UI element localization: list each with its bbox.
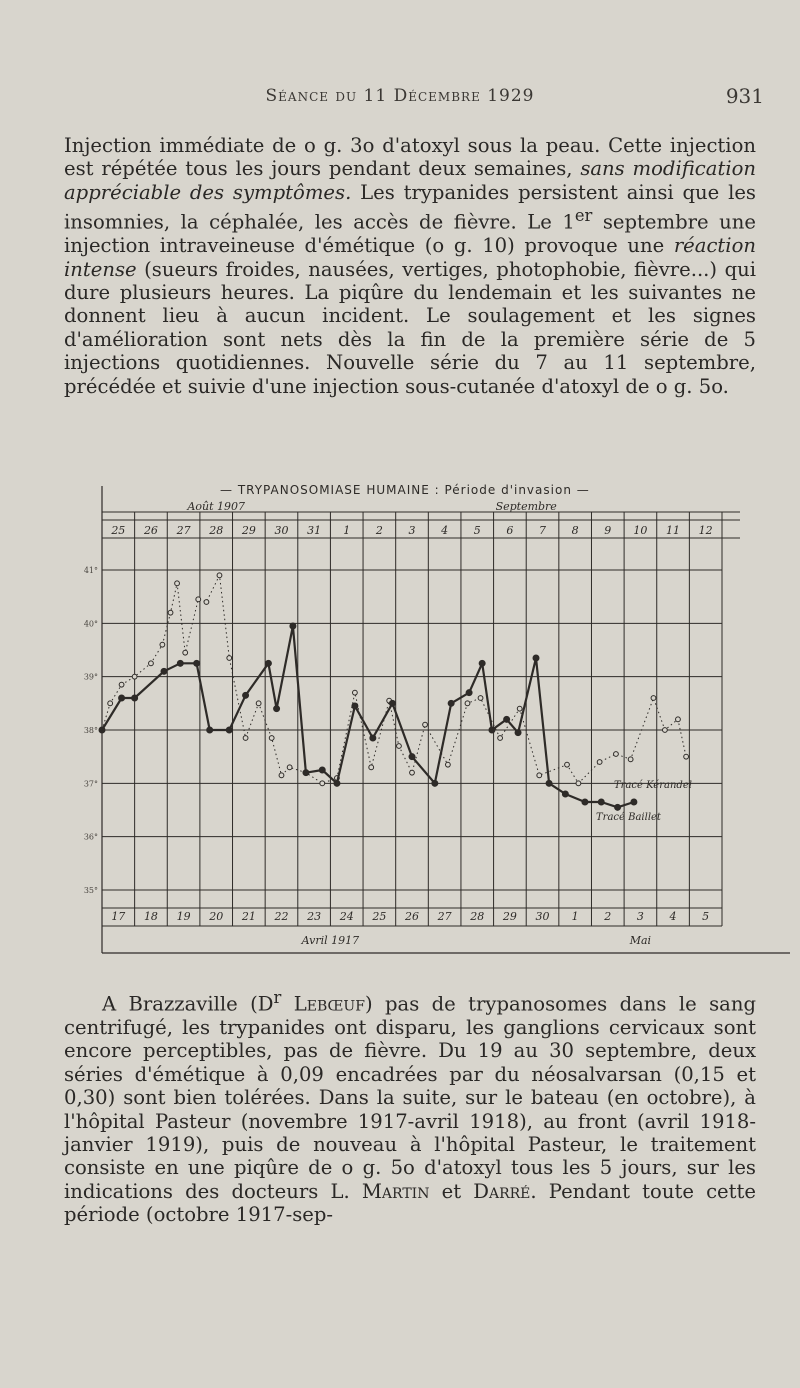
data-point-baillet xyxy=(562,791,568,797)
text-run-italic: sans modification appréciable des symptômes. xyxy=(64,157,756,204)
data-point-kerandel xyxy=(576,781,581,786)
data-point-baillet xyxy=(448,700,454,706)
top-day-label: 8 xyxy=(571,524,579,537)
data-point-baillet xyxy=(265,660,271,666)
data-point-baillet xyxy=(334,780,340,786)
data-point-baillet xyxy=(119,695,125,701)
running-title: Séance du 11 Décembre 1929 xyxy=(265,86,535,106)
bottom-day-label: 3 xyxy=(636,910,644,923)
top-day-label: 2 xyxy=(375,524,383,537)
bottom-day-label: 4 xyxy=(669,910,677,923)
y-tick-label: 38° xyxy=(83,726,98,735)
data-point-kerandel xyxy=(175,581,180,586)
y-tick-label: 39° xyxy=(83,672,98,682)
text-run: (sueurs froides, nausées, vertiges, photophobie, fièvre...) qui dure plusieurs heures. La piqûre du lendemain et les suivantes ne donnent lieu à aucun incident. Le soulagement et les signes d'amélioration sont nets dès la fin de la première série de 5 injections quotidiennes. Nouvelle série du 7 au 11 septembre, précédée et suivie d'une injection sous-cutanée d'atoxyl de o g. 5o. xyxy=(64,257,756,398)
top-day-label: 6 xyxy=(506,524,514,537)
data-point-kerandel xyxy=(565,762,570,767)
data-point-kerandel xyxy=(684,754,689,759)
text-run: Les trypanides persistent ainsi que les insomnies, la céphalée, les accès de fièvre. Le 1 xyxy=(64,180,756,234)
text-run: . Pendant toute cette période (octobre 1917-sep- xyxy=(64,1179,756,1227)
data-point-baillet xyxy=(352,703,358,709)
bottom-day-label: 20 xyxy=(209,910,224,923)
data-point-kerandel xyxy=(279,773,284,778)
top-day-label: 31 xyxy=(307,524,322,537)
series-line-baillet xyxy=(102,626,634,807)
data-point-kerandel xyxy=(196,597,201,602)
data-point-baillet xyxy=(194,660,200,666)
data-point-baillet xyxy=(132,695,138,701)
text-run: et xyxy=(429,1179,474,1203)
author-name: Lebœuf xyxy=(281,992,365,1016)
page-number: 931 xyxy=(725,84,764,108)
data-point-baillet xyxy=(409,754,415,760)
data-point-kerandel xyxy=(628,757,633,762)
text-run-italic: réaction intense xyxy=(64,234,756,281)
author-name: Martin xyxy=(361,1179,430,1203)
top-day-label: 10 xyxy=(633,524,648,537)
data-point-kerandel xyxy=(676,717,681,722)
bottom-day-label: 27 xyxy=(437,910,452,923)
data-point-kerandel xyxy=(183,650,188,655)
top-day-label: 5 xyxy=(473,524,481,537)
text-run: A Brazzaville (D xyxy=(102,992,274,1016)
top-day-label: 12 xyxy=(698,524,713,537)
bottom-day-label: 24 xyxy=(339,910,354,923)
data-point-kerandel xyxy=(423,722,428,727)
bottom-day-label: 26 xyxy=(405,910,419,923)
data-point-baillet xyxy=(389,700,395,706)
data-point-baillet xyxy=(489,727,495,733)
bottom-day-label: 1 xyxy=(571,910,579,923)
top-day-label: 27 xyxy=(176,524,191,537)
data-point-baillet xyxy=(226,727,232,733)
running-head xyxy=(0,86,800,116)
data-point-baillet xyxy=(598,799,604,805)
data-point-kerandel xyxy=(168,610,173,615)
data-point-baillet xyxy=(615,804,621,810)
data-point-kerandel xyxy=(537,773,542,778)
data-point-kerandel xyxy=(651,696,656,701)
bottom-day-label: 29 xyxy=(502,910,517,923)
data-point-kerandel xyxy=(614,752,619,757)
top-day-label: 25 xyxy=(111,524,126,537)
top-day-label: 28 xyxy=(209,524,224,537)
annotation-kerandel: Tracé Kérandel xyxy=(614,780,692,791)
text-run: septembre une injection intraveineuse d'émétique (o g. 10) provoque une xyxy=(64,210,756,258)
data-point-kerandel xyxy=(227,656,232,661)
annotation-baillet: Tracé Baillet xyxy=(596,812,661,823)
data-point-baillet xyxy=(274,706,280,712)
data-point-kerandel xyxy=(498,736,503,741)
data-point-baillet xyxy=(582,799,588,805)
data-point-baillet xyxy=(207,727,213,733)
data-point-baillet xyxy=(370,735,376,741)
top-day-label: 3 xyxy=(408,524,416,537)
data-point-baillet xyxy=(533,655,539,661)
data-point-baillet xyxy=(479,660,485,666)
author-name: Darré xyxy=(473,1179,531,1203)
chart-title: — TRYPANOSOMIASE HUMAINE : Période d'invasion — xyxy=(220,483,590,497)
bottom-month-label: Mai xyxy=(629,934,652,947)
data-point-baillet xyxy=(177,660,183,666)
bottom-day-label: 17 xyxy=(111,910,126,923)
y-tick-label: 37° xyxy=(83,779,98,789)
bottom-day-label: 5 xyxy=(702,910,710,923)
bottom-day-label: 23 xyxy=(307,910,322,923)
top-day-label: 29 xyxy=(241,524,256,537)
top-day-label: 4 xyxy=(441,524,449,537)
data-point-baillet xyxy=(99,727,105,733)
data-point-kerandel xyxy=(132,674,137,679)
bottom-day-label: 21 xyxy=(241,910,256,923)
top-day-label: 26 xyxy=(143,524,158,537)
top-day-label: 9 xyxy=(604,524,612,537)
top-day-label: 7 xyxy=(539,524,547,537)
y-tick-label: 35° xyxy=(83,886,98,895)
data-point-kerandel xyxy=(217,573,222,578)
data-point-baillet xyxy=(466,690,472,696)
data-point-kerandel xyxy=(517,706,522,711)
data-point-kerandel xyxy=(397,744,402,749)
superscript: er xyxy=(574,206,593,226)
data-point-baillet xyxy=(243,692,249,698)
bottom-day-label: 30 xyxy=(535,910,550,923)
superscript: r xyxy=(273,988,282,1007)
data-point-kerandel xyxy=(662,728,667,733)
data-point-kerandel xyxy=(287,765,292,770)
data-point-kerandel xyxy=(478,696,483,701)
data-point-kerandel xyxy=(269,736,274,741)
bottom-day-label: 22 xyxy=(274,910,289,923)
data-point-kerandel xyxy=(243,736,248,741)
data-point-baillet xyxy=(631,799,637,805)
data-point-kerandel xyxy=(597,760,602,765)
data-point-kerandel xyxy=(119,682,124,687)
data-point-baillet xyxy=(504,716,510,722)
data-point-baillet xyxy=(303,770,309,776)
bottom-day-label: 2 xyxy=(604,910,612,923)
bottom-day-label: 25 xyxy=(372,910,387,923)
data-point-kerandel xyxy=(445,762,450,767)
top-month-label: Août 1907 xyxy=(187,500,245,513)
data-point-baillet xyxy=(161,668,167,674)
data-point-baillet xyxy=(546,780,552,786)
data-point-baillet xyxy=(515,730,521,736)
data-point-kerandel xyxy=(410,770,415,775)
y-tick-label: 41° xyxy=(83,566,98,575)
bottom-day-label: 28 xyxy=(470,910,485,923)
data-point-kerandel xyxy=(149,661,154,666)
top-day-label: 30 xyxy=(274,524,289,537)
data-point-kerandel xyxy=(160,642,165,647)
top-day-label: 1 xyxy=(343,524,351,537)
data-point-kerandel xyxy=(204,600,209,605)
temperature-chart xyxy=(83,468,790,968)
bottom-day-label: 18 xyxy=(143,910,158,923)
bottom-month-label: Avril 1917 xyxy=(301,934,360,947)
paragraph-injection xyxy=(64,134,756,398)
bottom-day-label: 19 xyxy=(176,910,191,923)
data-point-kerandel xyxy=(352,690,357,695)
data-point-kerandel xyxy=(465,701,470,706)
paragraph-brazzaville xyxy=(64,986,756,1227)
y-tick-label: 36° xyxy=(83,832,98,842)
top-day-label: 11 xyxy=(666,524,681,537)
data-point-kerandel xyxy=(256,701,261,706)
data-point-kerandel xyxy=(108,701,113,706)
data-point-baillet xyxy=(432,780,438,786)
data-point-baillet xyxy=(290,623,296,629)
text-run: ) pas de trypanosomes dans le sang centrifugé, les trypanides ont disparu, les ganglions cervicaux sont encore perceptibles, pas de fièvre. Du 19 au 30 septembre, deux séries d'émétique à 0,09 encadrées par du néosalvarsan (0,15 et 0,30) sont bien tolérées. Dans la suite, sur le bateau (en octobre), à l'hôpital Pasteur (novembre 1917-avril 1918), au front (avril 1918-janvier 1919), puis de nouveau à l'hôpital Pasteur, le traitement consiste en une piqûre de o g. 5o d'atoxyl tous les 5 jours, sur les indications des docteurs L. xyxy=(64,992,756,1203)
text-run: Injection immédiate de o g. 3o d'atoxyl sous la peau. Cette injection est répétée tous les jours pendant deux semaines, xyxy=(64,134,756,181)
data-point-baillet xyxy=(319,767,325,773)
top-month-label: Septembre xyxy=(495,500,557,513)
data-point-kerandel xyxy=(369,765,374,770)
data-point-kerandel xyxy=(320,781,325,786)
y-tick-label: 40° xyxy=(83,619,98,629)
temperature-chart-svg xyxy=(83,468,790,968)
series-line-kerandel xyxy=(102,575,686,783)
